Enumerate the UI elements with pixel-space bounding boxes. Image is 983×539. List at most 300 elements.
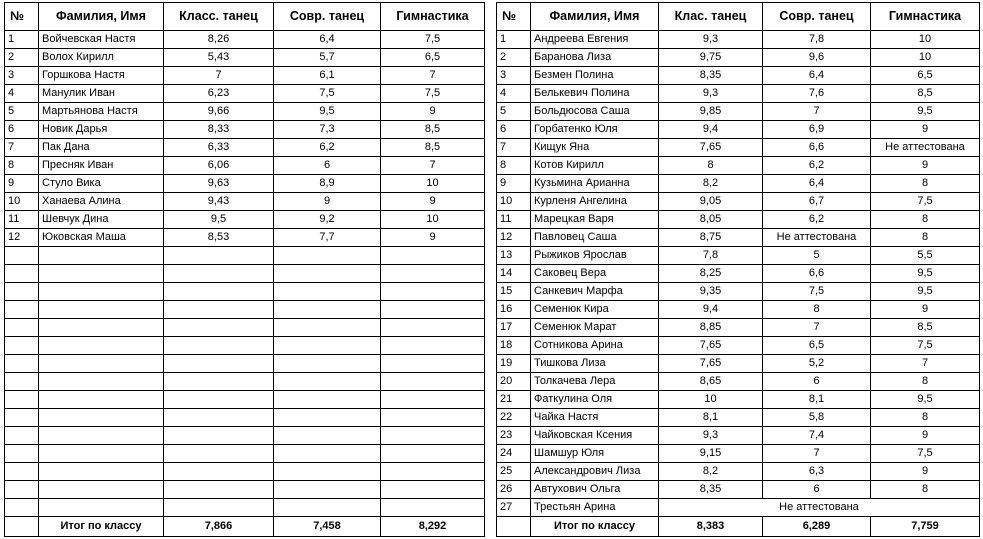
empty-cell bbox=[381, 337, 485, 355]
table-row bbox=[497, 49, 980, 67]
header-gymnastics: Гимнастика bbox=[871, 3, 980, 31]
modern-dance-score: 6 bbox=[274, 157, 381, 175]
table-row bbox=[497, 427, 980, 445]
table-row bbox=[5, 31, 485, 49]
row-number: 7 bbox=[5, 139, 39, 157]
student-name: Горбатенко Юля bbox=[531, 121, 659, 139]
header-row bbox=[5, 3, 485, 31]
classic-dance-score: 9,15 bbox=[659, 445, 763, 463]
empty-cell bbox=[164, 373, 274, 391]
empty-cell bbox=[381, 265, 485, 283]
gymnastics-score: 10 bbox=[381, 175, 485, 193]
gymnastics-score: 7 bbox=[871, 355, 980, 373]
modern-dance-score: 6 bbox=[763, 481, 871, 499]
gymnastics-score: 6,5 bbox=[871, 67, 980, 85]
student-name: Семенюк Марат bbox=[531, 319, 659, 337]
empty-cell bbox=[164, 337, 274, 355]
modern-dance-score: 8,9 bbox=[274, 175, 381, 193]
empty-cell bbox=[274, 373, 381, 391]
gymnastics-score: 9 bbox=[871, 463, 980, 481]
gymnastics-score: 8 bbox=[871, 229, 980, 247]
modern-dance-score: 9,6 bbox=[763, 49, 871, 67]
modern-dance-score: 7 bbox=[763, 319, 871, 337]
empty-cell bbox=[274, 463, 381, 481]
classic-dance-score: 8,35 bbox=[659, 481, 763, 499]
header-row bbox=[497, 3, 980, 31]
empty-cell bbox=[164, 283, 274, 301]
empty-cell bbox=[5, 355, 39, 373]
empty-cell bbox=[274, 319, 381, 337]
row-number: 26 bbox=[497, 481, 531, 499]
gymnastics-score: 7,5 bbox=[871, 337, 980, 355]
gymnastics-score: 8 bbox=[871, 481, 980, 499]
gymnastics-score: 8,5 bbox=[381, 139, 485, 157]
student-name: Баранова Лиза bbox=[531, 49, 659, 67]
classic-dance-score: 9,05 bbox=[659, 193, 763, 211]
classic-dance-score: 8,53 bbox=[164, 229, 274, 247]
empty-cell bbox=[164, 499, 274, 517]
student-name: Тишкова Лиза bbox=[531, 355, 659, 373]
row-number: 10 bbox=[5, 193, 39, 211]
empty-cell bbox=[39, 427, 164, 445]
student-name: Павловец Саша bbox=[531, 229, 659, 247]
modern-dance-score: 7 bbox=[763, 445, 871, 463]
modern-dance-score: 7,8 bbox=[763, 31, 871, 49]
modern-dance-score: 9,5 bbox=[274, 103, 381, 121]
modern-dance-score: 6,4 bbox=[763, 67, 871, 85]
modern-dance-score: 6,9 bbox=[763, 121, 871, 139]
modern-dance-score: 9 bbox=[274, 193, 381, 211]
empty-cell bbox=[164, 319, 274, 337]
modern-dance-score: 6 bbox=[763, 373, 871, 391]
empty-cell bbox=[164, 481, 274, 499]
empty-cell bbox=[39, 391, 164, 409]
row-number: 5 bbox=[5, 103, 39, 121]
modern-dance-score: 7,6 bbox=[763, 85, 871, 103]
row-number: 2 bbox=[497, 49, 531, 67]
modern-dance-score: 5,2 bbox=[763, 355, 871, 373]
classic-dance-score: 9,5 bbox=[164, 211, 274, 229]
gymnastics-score: 8,5 bbox=[381, 121, 485, 139]
empty-row bbox=[5, 427, 485, 445]
gymnastics-score: 6,5 bbox=[381, 49, 485, 67]
classic-dance-score: 7,65 bbox=[659, 355, 763, 373]
modern-dance-score: 5,7 bbox=[274, 49, 381, 67]
student-name: Пресняк Иван bbox=[39, 157, 164, 175]
empty-cell bbox=[5, 445, 39, 463]
empty-cell bbox=[164, 463, 274, 481]
empty-cell bbox=[164, 355, 274, 373]
classic-dance-score: 9,3 bbox=[659, 31, 763, 49]
row-number: 17 bbox=[497, 319, 531, 337]
empty-cell bbox=[5, 481, 39, 499]
table-row bbox=[497, 211, 980, 229]
table-row bbox=[497, 103, 980, 121]
gymnastics-score: 8,5 bbox=[871, 85, 980, 103]
empty-cell bbox=[164, 391, 274, 409]
student-name: Волох Кирилл bbox=[39, 49, 164, 67]
empty-cell bbox=[39, 481, 164, 499]
table-row bbox=[5, 229, 485, 247]
modern-dance-score: 5 bbox=[763, 247, 871, 265]
table-row bbox=[497, 463, 980, 481]
student-name: Безмен Полина bbox=[531, 67, 659, 85]
row-number: 5 bbox=[497, 103, 531, 121]
student-name: Чайковская Ксения bbox=[531, 427, 659, 445]
empty-cell bbox=[5, 427, 39, 445]
gymnastics-score: 9 bbox=[871, 121, 980, 139]
classic-dance-score: 6,23 bbox=[164, 85, 274, 103]
row-number: 4 bbox=[497, 85, 531, 103]
classic-dance-score: 6,33 bbox=[164, 139, 274, 157]
table-row bbox=[497, 85, 980, 103]
empty-row bbox=[5, 445, 485, 463]
empty-cell bbox=[274, 337, 381, 355]
empty-row bbox=[5, 463, 485, 481]
table-row bbox=[497, 373, 980, 391]
empty-cell bbox=[381, 427, 485, 445]
gymnastics-score: 9 bbox=[381, 103, 485, 121]
classic-dance-score: 9,3 bbox=[659, 85, 763, 103]
table-row bbox=[497, 229, 980, 247]
table-row bbox=[5, 121, 485, 139]
classic-dance-score: 7,65 bbox=[659, 337, 763, 355]
modern-dance-score: 6,6 bbox=[763, 265, 871, 283]
row-number: 6 bbox=[5, 121, 39, 139]
student-name: Шамшур Юля bbox=[531, 445, 659, 463]
empty-cell bbox=[164, 301, 274, 319]
gymnastics-score: 7 bbox=[381, 157, 485, 175]
gymnastics-score: 9,5 bbox=[871, 103, 980, 121]
table-row bbox=[497, 175, 980, 193]
classic-dance-score: 8,33 bbox=[164, 121, 274, 139]
row-number: 13 bbox=[497, 247, 531, 265]
table-row bbox=[497, 67, 980, 85]
empty-cell bbox=[5, 391, 39, 409]
gymnastics-score: 8,5 bbox=[871, 319, 980, 337]
student-name: Кищук Яна bbox=[531, 139, 659, 157]
student-name: Котов Кирилл bbox=[531, 157, 659, 175]
row-number: 21 bbox=[497, 391, 531, 409]
gymnastics-score: 10 bbox=[871, 31, 980, 49]
gymnastics-score: 8 bbox=[871, 211, 980, 229]
modern-dance-score: 6,1 bbox=[274, 67, 381, 85]
empty-cell bbox=[274, 409, 381, 427]
table-row bbox=[497, 265, 980, 283]
gymnastics-score: 8 bbox=[871, 175, 980, 193]
table-row bbox=[5, 175, 485, 193]
modern-dance-score: 6,2 bbox=[763, 157, 871, 175]
student-name: Шевчук Дина bbox=[39, 211, 164, 229]
student-name: Горшкова Настя bbox=[39, 67, 164, 85]
empty-row bbox=[5, 265, 485, 283]
classic-dance-score: 9,4 bbox=[659, 301, 763, 319]
modern-dance-score: 6,7 bbox=[763, 193, 871, 211]
gymnastics-score: 9 bbox=[871, 427, 980, 445]
classic-dance-score: 8,26 bbox=[164, 31, 274, 49]
modern-dance-score: 6,5 bbox=[763, 337, 871, 355]
student-name: Автухович Ольга bbox=[531, 481, 659, 499]
classic-dance-score: 6,06 bbox=[164, 157, 274, 175]
gymnastics-score: 8 bbox=[871, 373, 980, 391]
table-row bbox=[497, 121, 980, 139]
gymnastics-score: 7,5 bbox=[381, 31, 485, 49]
row-number: 18 bbox=[497, 337, 531, 355]
gymnastics-score: 7,5 bbox=[381, 85, 485, 103]
row-number: 11 bbox=[497, 211, 531, 229]
empty-cell bbox=[39, 409, 164, 427]
row-number: 7 bbox=[497, 139, 531, 157]
row-number: 24 bbox=[497, 445, 531, 463]
student-name: Юковская Маша bbox=[39, 229, 164, 247]
gymnastics-score: 7,5 bbox=[871, 193, 980, 211]
row-number: 15 bbox=[497, 283, 531, 301]
classic-dance-score: 8,1 bbox=[659, 409, 763, 427]
classic-dance-score: 8,85 bbox=[659, 319, 763, 337]
total-number-cell bbox=[497, 517, 531, 537]
table-row bbox=[497, 31, 980, 49]
student-name: Курленя Ангелина bbox=[531, 193, 659, 211]
student-name: Александрович Лиза bbox=[531, 463, 659, 481]
modern-dance-score: 7,4 bbox=[763, 427, 871, 445]
empty-cell bbox=[274, 499, 381, 517]
empty-cell bbox=[5, 265, 39, 283]
empty-cell bbox=[274, 301, 381, 319]
empty-cell bbox=[39, 445, 164, 463]
gymnastics-score: 5,5 bbox=[871, 247, 980, 265]
gymnastics-score: 10 bbox=[381, 211, 485, 229]
empty-cell bbox=[164, 409, 274, 427]
empty-cell bbox=[5, 499, 39, 517]
row-number: 27 bbox=[497, 499, 531, 517]
empty-row bbox=[5, 283, 485, 301]
empty-cell bbox=[274, 355, 381, 373]
modern-dance-score: 7,5 bbox=[274, 85, 381, 103]
student-name: Мартьянова Настя bbox=[39, 103, 164, 121]
empty-cell bbox=[39, 373, 164, 391]
table-row bbox=[497, 157, 980, 175]
empty-cell bbox=[381, 301, 485, 319]
classic-dance-score: 7,65 bbox=[659, 139, 763, 157]
gymnastics-score: 8 bbox=[871, 409, 980, 427]
total-modern-dance: 7,458 bbox=[274, 517, 381, 537]
student-name: Больдюсова Саша bbox=[531, 103, 659, 121]
empty-cell bbox=[381, 355, 485, 373]
empty-row bbox=[5, 409, 485, 427]
empty-cell bbox=[39, 319, 164, 337]
row-number: 9 bbox=[497, 175, 531, 193]
empty-cell bbox=[274, 391, 381, 409]
total-classic-dance: 8,383 bbox=[659, 517, 763, 537]
gymnastics-score: 7 bbox=[381, 67, 485, 85]
student-name: Санкевич Марфа bbox=[531, 283, 659, 301]
classic-dance-score: 8,2 bbox=[659, 175, 763, 193]
table-row bbox=[5, 85, 485, 103]
student-name: Сотникова Арина bbox=[531, 337, 659, 355]
row-number: 16 bbox=[497, 301, 531, 319]
student-name: Войчевская Настя bbox=[39, 31, 164, 49]
table-row bbox=[497, 445, 980, 463]
empty-cell bbox=[164, 427, 274, 445]
empty-cell bbox=[381, 409, 485, 427]
row-number: 12 bbox=[5, 229, 39, 247]
right-grades-table bbox=[496, 2, 980, 537]
classic-dance-score: 9,3 bbox=[659, 427, 763, 445]
header-gymnastics: Гимнастика bbox=[381, 3, 485, 31]
student-name: Семенюк Кира bbox=[531, 301, 659, 319]
row-number: 20 bbox=[497, 373, 531, 391]
row-number: 8 bbox=[497, 157, 531, 175]
student-name: Белькевич Полина bbox=[531, 85, 659, 103]
modern-dance-score: 7,5 bbox=[763, 283, 871, 301]
empty-cell bbox=[39, 283, 164, 301]
empty-cell bbox=[381, 481, 485, 499]
row-number: 9 bbox=[5, 175, 39, 193]
empty-cell bbox=[381, 391, 485, 409]
gymnastics-score: 7,5 bbox=[871, 445, 980, 463]
row-number: 23 bbox=[497, 427, 531, 445]
empty-row bbox=[5, 481, 485, 499]
empty-cell bbox=[5, 409, 39, 427]
empty-cell bbox=[164, 445, 274, 463]
modern-dance-score: 9,2 bbox=[274, 211, 381, 229]
gymnastics-score: 10 bbox=[871, 49, 980, 67]
table-row bbox=[5, 211, 485, 229]
student-name: Трестьян Арина bbox=[531, 499, 659, 517]
classic-dance-score: 8,2 bbox=[659, 463, 763, 481]
empty-row bbox=[5, 301, 485, 319]
empty-cell bbox=[5, 283, 39, 301]
total-classic-dance: 7,866 bbox=[164, 517, 274, 537]
table-row bbox=[5, 193, 485, 211]
row-number: 3 bbox=[497, 67, 531, 85]
row-number: 22 bbox=[497, 409, 531, 427]
empty-cell bbox=[39, 463, 164, 481]
table-row bbox=[497, 409, 980, 427]
student-name: Ханаева Алина bbox=[39, 193, 164, 211]
modern-dance-score: 7,3 bbox=[274, 121, 381, 139]
classic-dance-score: 9,4 bbox=[659, 121, 763, 139]
classic-dance-score: 10 bbox=[659, 391, 763, 409]
row-number: 10 bbox=[497, 193, 531, 211]
student-name: Марецкая Варя bbox=[531, 211, 659, 229]
row-number: 8 bbox=[5, 157, 39, 175]
empty-cell bbox=[274, 283, 381, 301]
row-number: 6 bbox=[497, 121, 531, 139]
table-row bbox=[497, 139, 980, 157]
row-number: 11 bbox=[5, 211, 39, 229]
empty-cell bbox=[164, 265, 274, 283]
row-number: 14 bbox=[497, 265, 531, 283]
total-number-cell bbox=[5, 517, 39, 537]
empty-cell bbox=[5, 301, 39, 319]
classic-dance-score: 5,43 bbox=[164, 49, 274, 67]
table-row bbox=[5, 103, 485, 121]
modern-dance-score: 6,6 bbox=[763, 139, 871, 157]
table-row bbox=[5, 139, 485, 157]
empty-row bbox=[5, 247, 485, 265]
empty-cell bbox=[274, 247, 381, 265]
student-name: Стуло Вика bbox=[39, 175, 164, 193]
empty-cell bbox=[5, 319, 39, 337]
classic-dance-score: 9,35 bbox=[659, 283, 763, 301]
empty-cell bbox=[39, 355, 164, 373]
table-row bbox=[497, 337, 980, 355]
empty-cell bbox=[381, 319, 485, 337]
modern-dance-score: 7 bbox=[763, 103, 871, 121]
gymnastics-score: 9 bbox=[871, 157, 980, 175]
attestation-note: Не аттестована bbox=[659, 499, 980, 517]
header-modern-dance: Совр. танец bbox=[763, 3, 871, 31]
modern-dance-score: 6,4 bbox=[274, 31, 381, 49]
classic-dance-score: 8,25 bbox=[659, 265, 763, 283]
modern-dance-score: 7,7 bbox=[274, 229, 381, 247]
empty-cell bbox=[39, 499, 164, 517]
header-classic-dance: Клас. танец bbox=[659, 3, 763, 31]
header-number: № bbox=[5, 3, 39, 31]
gymnastics-score: 9 bbox=[871, 301, 980, 319]
table-row bbox=[497, 481, 980, 499]
total-row bbox=[497, 517, 980, 537]
classic-dance-score: 9,85 bbox=[659, 103, 763, 121]
classic-dance-score: 8,05 bbox=[659, 211, 763, 229]
classic-dance-score: 8,65 bbox=[659, 373, 763, 391]
classic-dance-score: 8 bbox=[659, 157, 763, 175]
total-gymnastics: 7,759 bbox=[871, 517, 980, 537]
empty-cell bbox=[5, 337, 39, 355]
empty-row bbox=[5, 499, 485, 517]
student-name: Пак Дана bbox=[39, 139, 164, 157]
table-row bbox=[497, 193, 980, 211]
table-row bbox=[497, 319, 980, 337]
empty-cell bbox=[5, 463, 39, 481]
header-classic-dance: Класс. танец bbox=[164, 3, 274, 31]
total-modern-dance: 6,289 bbox=[763, 517, 871, 537]
student-name: Саковец Вера bbox=[531, 265, 659, 283]
modern-dance-score: 6,3 bbox=[763, 463, 871, 481]
empty-row bbox=[5, 391, 485, 409]
classic-dance-score: 7,8 bbox=[659, 247, 763, 265]
empty-cell bbox=[381, 373, 485, 391]
empty-cell bbox=[39, 301, 164, 319]
empty-cell bbox=[5, 247, 39, 265]
gymnastics-score: Не аттестована bbox=[871, 139, 980, 157]
classic-dance-score: 8,35 bbox=[659, 67, 763, 85]
empty-cell bbox=[381, 247, 485, 265]
empty-cell bbox=[39, 247, 164, 265]
classic-dance-score: 9,75 bbox=[659, 49, 763, 67]
gymnastics-score: 9,5 bbox=[871, 283, 980, 301]
empty-cell bbox=[381, 283, 485, 301]
gymnastics-score: 9 bbox=[381, 193, 485, 211]
student-name: Рыжиков Ярослав bbox=[531, 247, 659, 265]
empty-cell bbox=[5, 373, 39, 391]
header-number: № bbox=[497, 3, 531, 31]
total-row bbox=[5, 517, 485, 537]
modern-dance-score: 6,2 bbox=[274, 139, 381, 157]
empty-cell bbox=[274, 427, 381, 445]
modern-dance-score: 8 bbox=[763, 301, 871, 319]
student-name: Фаткулина Оля bbox=[531, 391, 659, 409]
modern-dance-score: 8,1 bbox=[763, 391, 871, 409]
row-number: 2 bbox=[5, 49, 39, 67]
table-row bbox=[497, 283, 980, 301]
total-gymnastics: 8,292 bbox=[381, 517, 485, 537]
table-row bbox=[497, 391, 980, 409]
row-number: 4 bbox=[5, 85, 39, 103]
empty-cell bbox=[274, 481, 381, 499]
classic-dance-score: 9,63 bbox=[164, 175, 274, 193]
